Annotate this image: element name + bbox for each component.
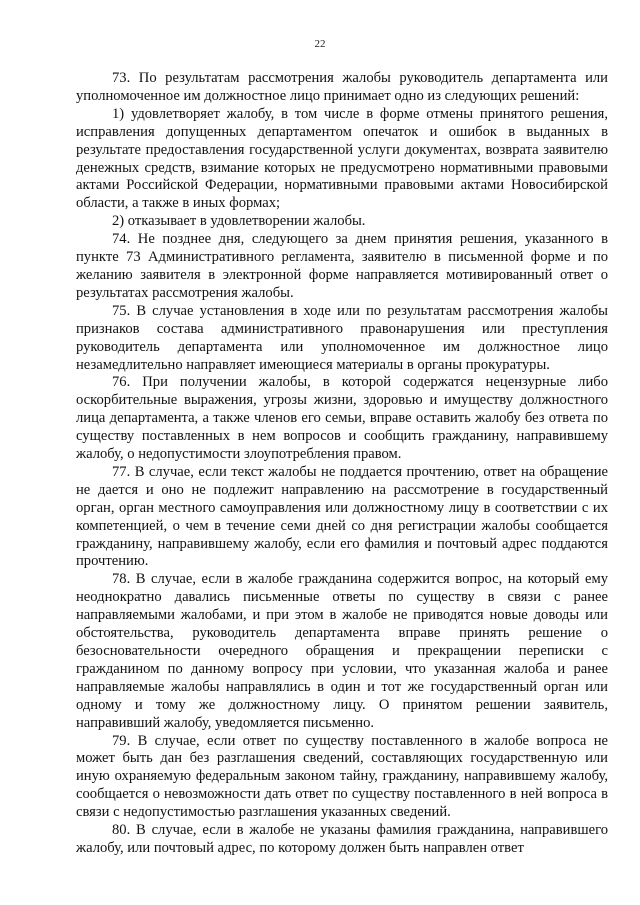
- paragraph-78: 78. В случае, если в жалобе гражданина содержится вопрос, на который ему неоднократно давались письменные ответы по существу в связи с ранее направляемыми жалобами, и при этом в жалобе не приводятся новые доводы или обстоятельства, руководитель департамента вправе принять решение о безосновательности очередного обращения и прекращении переписки с гражданином по данному вопросу при условии, что указанная жалоба и ранее направляемые жалобы направлялись в один и тот же государственный орган или одному и тому же должностному лицу. О принятом решении заявитель, направивший жалобу, уведомляется письменно.: [76, 571, 608, 731]
- paragraph-74: 74. Не позднее дня, следующего за днем принятия решения, указанного в пункте 73 Административного регламента, заявителю в письменной форме и по желанию заявителя в электронной форме направляется мотивированный ответ о результатах рассмотрения жалобы.: [76, 231, 608, 301]
- document-body: [76, 70, 608, 858]
- paragraph-76: 76. При получении жалобы, в которой содержатся нецензурные либо оскорбительные выражения, угрозы жизни, здоровью и имуществу должностного лица департамента, а также членов его семьи, вправе оставить жалобу без ответа по существу поставленных в нем вопросов и сообщить гражданину, направившему жалобу, о недопустимости злоупотребления правом.: [76, 374, 608, 463]
- paragraph-80: 80. В случае, если в жалобе не указаны фамилия гражданина, направившего жалобу, или почтовый адрес, по которому должен быть направлен ответ: [76, 822, 608, 856]
- paragraph-73-item-1: 1) удовлетворяет жалобу, в том числе в форме отмены принятого решения, исправления допущенных департаментом опечаток и ошибок в выданных в результате предоставления государственной услуги документах, возврата заявителю денежных средств, взимание которых не предусмотрено нормативными правовыми актами Российской Федерации, нормативными правовыми актами Новосибирской области, а также в иных формах;: [76, 105, 608, 212]
- paragraph-75: 75. В случае установления в ходе или по результатам рассмотрения жалобы признаков состава административного правонарушения или преступления руководитель департамента или уполномоченное им должностное лицо незамедлительно направляет имеющиеся материалы в органы прокуратуры.: [76, 302, 608, 373]
- paragraph-73-item-2: 2) отказывает в удовлетворении жалобы.: [112, 213, 366, 230]
- paragraph-79: 79. В случае, если ответ по существу поставленного в жалобе вопроса не может быть дан без разглашения сведений, составляющих государственную или иную охраняемую федеральным законом тайну, гражданину, направившему жалобу, сообщается о невозможности дать ответ по существу поставленного в ней вопроса в связи с недопустимостью разглашения указанных сведений.: [76, 732, 608, 821]
- paragraph-77: 77. В случае, если текст жалобы не поддается прочтению, ответ на обращение не дается и оно не подлежит направлению на рассмотрение в государственный орган, орган местного самоуправления или должностному лицу в соответствии с их компетенцией, о чем в течение семи дней со дня регистрации жалобы сообщается гражданину, направившему жалобу, если его фамилия и почтовый адрес поддаются прочтению.: [76, 463, 608, 570]
- paragraph-73: 73. По результатам рассмотрения жалобы руководитель департамента или уполномоченное им должностное лицо принимает одно из следующих решений:: [76, 70, 608, 104]
- page-number: 22: [314, 38, 326, 50]
